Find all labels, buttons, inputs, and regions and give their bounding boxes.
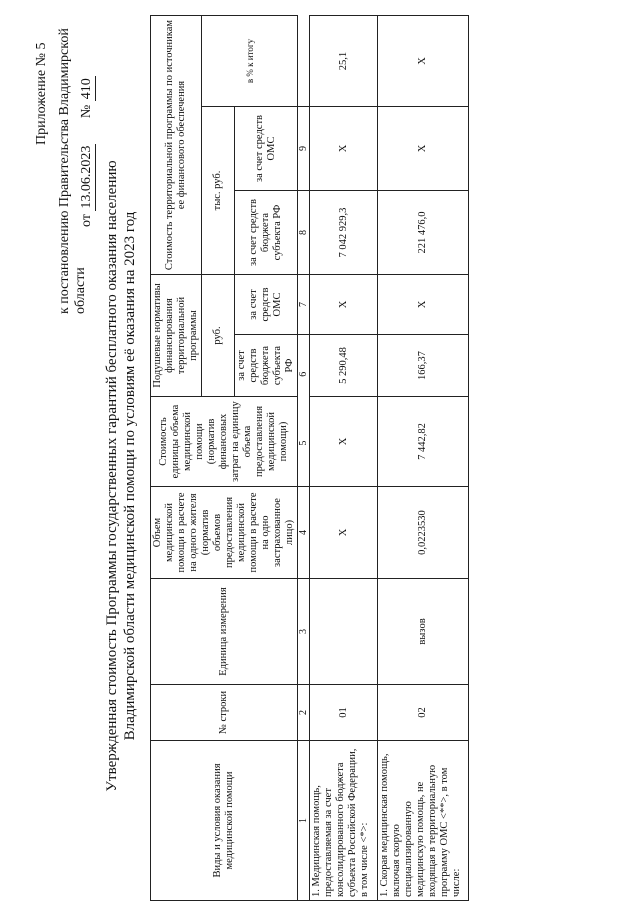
col-number: 6 bbox=[298, 371, 309, 377]
col-number: 3 bbox=[298, 579, 310, 685]
row-no: 02 bbox=[378, 685, 469, 741]
header-pc-oms: за счет средств ОМС bbox=[235, 275, 298, 335]
document-title: Утвержденная стоимость Программы государственных гарантий бесплатного оказания населению Владимирской области медицинской помощи по условиям её оказания на 2023 год bbox=[104, 160, 138, 792]
row-cost-budget: 221 476,0 bbox=[378, 191, 469, 275]
appendix-label: Приложение № 5 bbox=[34, 42, 49, 145]
header-cost-oms: за счет средств ОМС bbox=[235, 107, 298, 191]
col-number: 7 bbox=[298, 275, 310, 335]
row-name: 1. Скорая медицинская помощь, включая скорую специализированную медицинскую помощь, не входящая в территориальную программу ОМС <**>, в том числе: bbox=[378, 741, 469, 901]
resolution-date: 13.06.2023 bbox=[79, 145, 94, 209]
col-number bbox=[298, 335, 310, 487]
header-rub: руб. bbox=[202, 275, 235, 397]
number-prefix: № bbox=[79, 104, 94, 119]
row-cost-budget: 7 042 929,3 bbox=[310, 191, 378, 275]
row-no: 01 bbox=[310, 685, 378, 741]
row-percent: X bbox=[378, 16, 469, 107]
col-number: 8 bbox=[298, 191, 310, 275]
col-number: 4 bbox=[298, 487, 310, 579]
row-cost-oms: X bbox=[310, 107, 378, 191]
header-pc-budget: за счет средств бюджета субъекта РФ bbox=[235, 335, 298, 397]
header-types: Виды и условия оказания медицинской помощи bbox=[151, 741, 298, 901]
col-number: 9 bbox=[298, 107, 310, 191]
col-number: 1 bbox=[298, 741, 310, 901]
appendix-resolution: к постановлению Правительства Владимирской области bbox=[57, 28, 88, 314]
row-pc-oms: X bbox=[310, 275, 378, 335]
column-number-row bbox=[298, 16, 310, 901]
header-thous-rub: тыс. руб. bbox=[202, 107, 235, 275]
header-volume: Объем медицинской помощи в расчете на одного жителя (норматив объемов предоставления медицинской помощи в расчете на одно застрахованное лицо) bbox=[151, 487, 298, 579]
appendix-date-line bbox=[79, 76, 96, 227]
row-unit-cost: 7 442,82 bbox=[378, 397, 469, 487]
table-row bbox=[378, 16, 469, 901]
row-percent: 25,1 bbox=[310, 16, 378, 107]
row-pc-budget: 166,37 bbox=[378, 335, 469, 397]
header-percent: в % к итогу bbox=[202, 16, 298, 107]
row-volume: X bbox=[310, 487, 378, 579]
col-number: 2 bbox=[298, 685, 310, 741]
row-name: 1. Медицинская помощь, предоставляемая за счет консолидированного бюджета субъекта Российской Федерации, в том числе <*>: bbox=[310, 741, 378, 901]
header-cost: Стоимость территориальной программы по источникам ее финансового обеспечения bbox=[151, 16, 202, 275]
row-unit: вызов bbox=[378, 579, 469, 685]
resolution-number: 410 bbox=[79, 78, 94, 100]
row-cost-oms: X bbox=[378, 107, 469, 191]
header-row-no: № строки bbox=[151, 685, 298, 741]
date-prefix: от bbox=[79, 214, 94, 227]
row-unit bbox=[310, 579, 378, 685]
cost-table bbox=[150, 15, 469, 901]
col-number: 5 bbox=[298, 440, 309, 446]
header-unit: Единица измерения bbox=[151, 579, 298, 685]
row-unit-cost: X bbox=[310, 397, 378, 487]
row-pc-oms: X bbox=[378, 275, 469, 335]
header-unit-cost: Стоимость единицы объема медицинской помощи (норматив финансовых затрат на единицу объема предоставления медицинской помощи) bbox=[151, 397, 298, 487]
table-row bbox=[310, 16, 378, 901]
header-cost-budget: за счет средств бюджета субъекта РФ bbox=[235, 191, 298, 275]
row-volume: 0,0223530 bbox=[378, 487, 469, 579]
row-pc-budget: 5 290,48 bbox=[310, 335, 378, 397]
header-per-capita: Подушевые нормативы финансирования территориальной программы bbox=[151, 275, 202, 397]
header-row-1 bbox=[151, 16, 202, 901]
